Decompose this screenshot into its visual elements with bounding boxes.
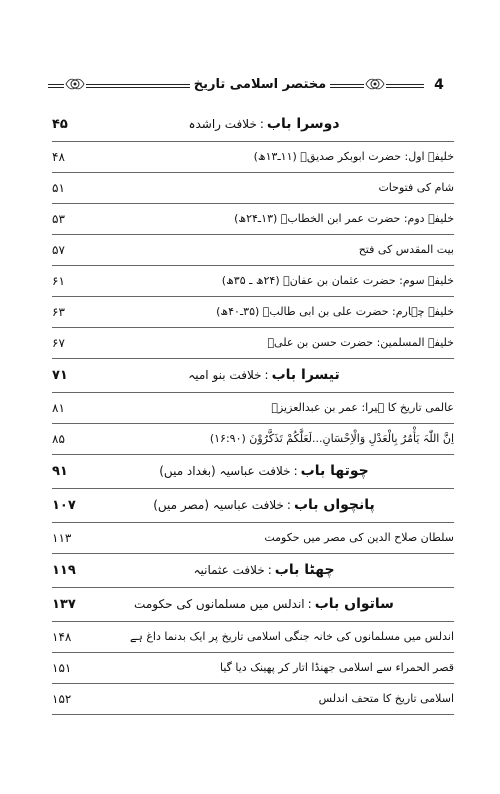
floral-ornament-icon (64, 75, 86, 93)
entry-page-number: ۱۱۹ (52, 563, 76, 578)
entry-title: بیت المقدس کی فتح (358, 243, 454, 256)
toc-chapter-row (52, 455, 454, 489)
toc-entry-row (52, 173, 454, 204)
entry-title: شام کی فتوحات (378, 181, 454, 194)
entry-title: اسلامی تاریخ کا متحف اندلس (318, 692, 454, 705)
chapter-separator: : (267, 563, 272, 577)
toc-entry-row (52, 142, 454, 173)
book-title: مختصر اسلامی تاریخ (190, 74, 330, 96)
entry-page-number: ۵۱ (52, 181, 65, 195)
entry-page-number: ۶۷ (52, 336, 65, 350)
entry-page-number: ۱۰۷ (52, 498, 76, 513)
toc-chapter-row (52, 554, 454, 588)
toc-entry-row (52, 235, 454, 266)
entry-page-number: ۱۱۳ (52, 531, 72, 545)
chapter-separator: : (286, 498, 291, 512)
chapter-heading (94, 359, 434, 392)
entry-page-number: ۱۳۷ (52, 597, 76, 612)
chapter-label: پانچواں باب (293, 497, 375, 513)
chapter-label: تیسرا باب (271, 367, 340, 383)
chapter-title: اندلس میں مسلمانوں کی حکومت (134, 597, 305, 611)
chapter-title: خلافت عباسیہ (بغداد میں) (159, 464, 291, 478)
entry-page-number: ۶۳ (52, 305, 65, 319)
chapter-title: خلافت بنو امیہ (188, 368, 262, 382)
entry-page-number: ۸۵ (52, 432, 65, 446)
entry-title: خلیفۂ دوم: حضرت عمر ابن الخطابؓ (۱۳ـ۲۴ھ) (234, 212, 454, 225)
toc-entry-row (52, 424, 454, 455)
entry-page-number: ۵۷ (52, 243, 65, 257)
entry-page-number: ۵۳ (52, 212, 65, 226)
chapter-heading (94, 588, 434, 621)
toc-entry-row (52, 328, 454, 359)
entry-title: اِنَّ اللّٰہَ یَأْمُرُ بِالْعَدْلِ وَالْاِحْسَانِ...لَعَلَّکُمْ تَذَکَّرُوْنَ (۱۶:۹۰) (209, 432, 454, 445)
chapter-separator: : (259, 117, 264, 131)
toc-entry-row (52, 297, 454, 328)
entry-title: عالمی تاریخ کا ہیرا: عمر بن عبدالعزیزؒ (271, 401, 454, 414)
table-of-contents (52, 108, 454, 715)
toc-chapter-row (52, 489, 454, 523)
entry-page-number: ۱۴۸ (52, 630, 72, 644)
chapter-label: چوتھا باب (300, 463, 369, 479)
chapter-title: خلافت راشدہ (188, 117, 257, 131)
entry-page-number: ۶۱ (52, 274, 65, 288)
entry-title: سلطان صلاح الدین کی مصر میں حکومت (264, 531, 454, 544)
entry-title: قصر الحمراء سے اسلامی جھنڈا اتار کر پھینک دیا گیا (219, 661, 454, 674)
toc-entry-row (52, 622, 454, 653)
floral-ornament-icon (364, 75, 386, 93)
chapter-heading (94, 554, 434, 587)
entry-title: اندلس میں مسلمانوں کی خانہ جنگی اسلامی تاریخ پر ایک بدنما داغ ہے (129, 630, 454, 643)
entry-page-number: ۸۱ (52, 401, 65, 415)
toc-entry-row (52, 523, 454, 554)
chapter-heading (94, 489, 434, 522)
chapter-label: دوسرا باب (266, 116, 340, 132)
entry-page-number: ۹۱ (52, 464, 68, 479)
chapter-heading (94, 108, 434, 141)
running-header (48, 74, 454, 96)
chapter-label: ساتواں باب (314, 596, 394, 612)
toc-chapter-row (52, 588, 454, 622)
entry-title: خلیفۂ اول: حضرت ابوبکر صدیقؓ (۱۱ـ۱۳ھ) (253, 150, 454, 163)
chapter-separator: : (264, 368, 269, 382)
toc-entry-row (52, 684, 454, 715)
toc-chapter-row (52, 108, 454, 142)
chapter-label: چھٹا باب (274, 562, 335, 578)
chapter-title: خلافت عثمانیہ (193, 563, 265, 577)
page-number: 4 (424, 74, 454, 96)
toc-entry-row (52, 204, 454, 235)
entry-page-number: ۷۱ (52, 368, 68, 383)
entry-title: خلیفۂ سوم: حضرت عثمان بن عفانؓ (۲۴ھ ـ ۳۵ھ) (221, 274, 454, 287)
toc-entry-row (52, 393, 454, 424)
toc-chapter-row (52, 359, 454, 393)
toc-entry-row (52, 653, 454, 684)
entry-page-number: ۴۵ (52, 117, 68, 132)
chapter-separator: : (293, 464, 298, 478)
chapter-title: خلافت عباسیہ (مصر میں) (153, 498, 284, 512)
toc-entry-row (52, 266, 454, 297)
entry-page-number: ۱۵۱ (52, 661, 72, 675)
entry-page-number: ۴۸ (52, 150, 65, 164)
chapter-heading (94, 455, 434, 488)
entry-page-number: ۱۵۲ (52, 692, 72, 706)
chapter-separator: : (307, 597, 312, 611)
entry-title: خلیفۃ المسلمین: حضرت حسن بن علیؓ (267, 336, 454, 349)
entry-title: خلیفۂ چہارم: حضرت علی بن ابی طالبؓ (۳۵ـ۴۰ھ) (216, 305, 454, 318)
